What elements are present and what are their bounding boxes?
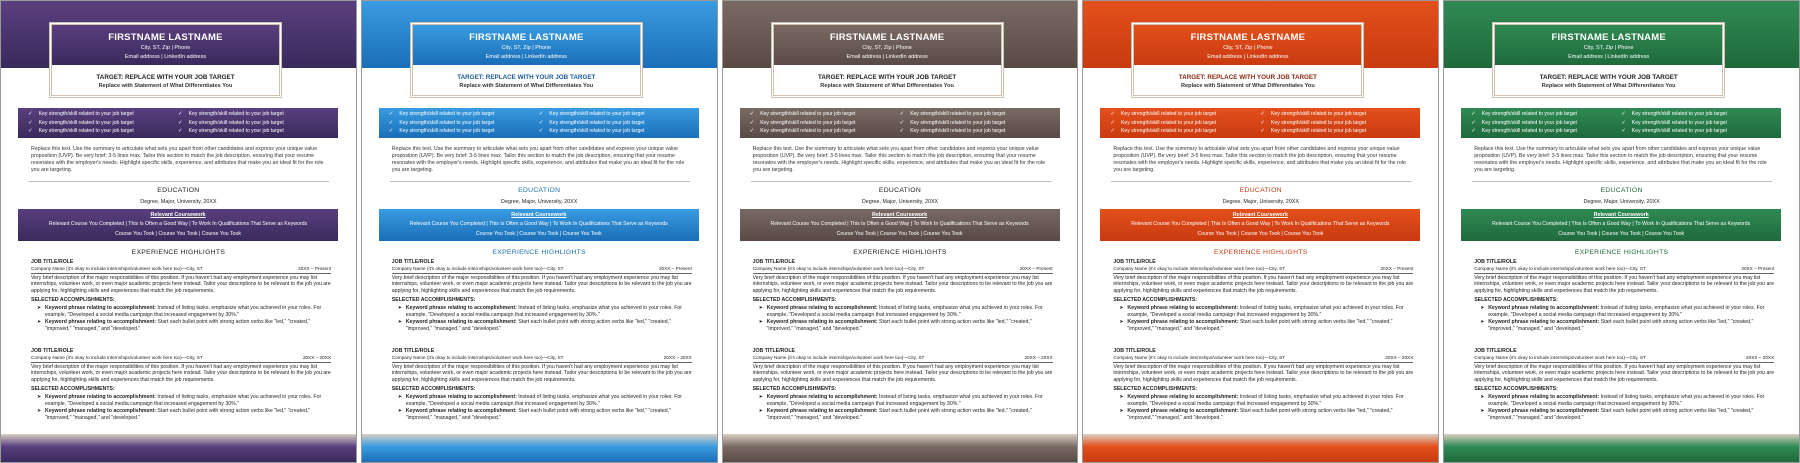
- check-icon: ✓: [1260, 128, 1265, 134]
- summary-paragraph: Replace this text. Use the summary to articulate what sets you apart from other candidates and express your unique value proposition (UVP). Be very brief: 3-5 lines max. Tailor this section to match the job description, ensuring that your resume resonates with the employer's needs. Highlight specific skills, experience, and attributes that make you an ideal fit for the role you are targeting.: [1113, 146, 1406, 174]
- check-icon: ✓: [388, 111, 394, 117]
- arrow-bullet-icon: ➤: [1119, 393, 1124, 400]
- education-heading: EDUCATION: [157, 187, 200, 194]
- job-entry: [392, 259, 692, 333]
- job-description: Very brief description of the major responsibilities of this position. If you haven't had any employment experience you may list internships, volunteer work, or even major academic projects here instead. Tailor your descriptions to be relevant to the job you are applying for, highlighting skills and experiences that match the job requirements.: [31, 363, 331, 384]
- contact-line-2: Email address | LinkedIn address: [846, 54, 928, 60]
- accomplishment-bullet: ➤ Keyword phrase relating to accomplishment: Instead of listing tasks, emphasize what you achieved in your roles. For example, "Developed a social media campaign that increased engagement by 30%.": [758, 304, 1043, 318]
- strength-item: ✓ Key strength/skill related to your job target: [538, 111, 645, 117]
- education-heading: EDUCATION: [1600, 187, 1643, 194]
- arrow-bullet-icon: ➤: [758, 304, 763, 311]
- education-heading: EDUCATION: [518, 187, 561, 194]
- check-icon: ✓: [388, 119, 394, 126]
- bottom-color-band: [1444, 434, 1799, 462]
- job-description: Very brief description of the major responsibilities of this position. If you haven't had any employment experience you may list internships, volunteer work, or even major academic projects here instead. Tailor your descriptions to be relevant to the job you are applying for, highlighting skills and experiences that match the job requirements.: [391, 274, 692, 295]
- job-title: JOB TITLE/ROLE: [1474, 348, 1517, 354]
- strength-item: ✓ Key strength/skill related to your job target: [1110, 111, 1217, 117]
- accomplishment-bullet: ➤ Keyword phrase relating to accomplishment: Instead of listing tasks, emphasize what you achieved in your roles. For example, "Developed a social media campaign that increased engagement by 30%.": [37, 393, 322, 407]
- arrow-bullet-icon: ➤: [758, 408, 763, 415]
- experience-heading: EXPERIENCE HIGHLIGHTS: [853, 249, 947, 256]
- bottom-color-band: [362, 434, 717, 462]
- contact-line-1: City, ST, Zip | Phone: [1223, 45, 1273, 51]
- strength-item: ✓ Key strength/skill related to your job target: [28, 119, 134, 126]
- candidate-name: FIRSTNAME LASTNAME: [1190, 32, 1306, 43]
- experience-heading: EXPERIENCE HIGHLIGHTS: [131, 249, 226, 256]
- check-icon: ✓: [538, 128, 544, 134]
- job-description: Very brief description of the major responsibilities of this position. If you haven't had any employment experience you may list internships, volunteer work, or even major academic projects here instead. Tailor your descriptions to be relevant to the job you are applying for, highlighting skills and experiences that match the job requirements.: [752, 274, 1053, 295]
- candidate-name: FIRSTNAME LASTNAME: [829, 32, 945, 43]
- check-icon: ✓: [1260, 111, 1265, 117]
- contact-line-2: Email address | LinkedIn address: [124, 54, 207, 60]
- experience-heading: EXPERIENCE HIGHLIGHTS: [1214, 249, 1308, 256]
- strength-item: ✓ Key strength/skill related to your job target: [1260, 119, 1367, 126]
- name-header-fill: [1134, 25, 1361, 65]
- name-header-box: [49, 22, 282, 98]
- accomplishments-heading: SELECTED ACCOMPLISHMENTS:: [391, 385, 476, 392]
- coursework-line-2: Course You Took | Course You Took | Course You Took: [1197, 230, 1324, 237]
- check-icon: ✓: [899, 111, 905, 117]
- job-dates: 20XX – Present: [658, 265, 692, 271]
- divider: [390, 181, 690, 182]
- candidate-name: FIRSTNAME LASTNAME: [469, 32, 584, 43]
- arrow-bullet-icon: ➤: [37, 393, 42, 400]
- accomplishments-heading: SELECTED ACCOMPLISHMENTS:: [1474, 296, 1558, 303]
- check-icon: ✓: [1110, 119, 1115, 126]
- divider: [751, 181, 1051, 182]
- job-entry: [392, 348, 692, 422]
- accomplishment-bullet: ➤ Keyword phrase relating to accomplishment: Start each bullet point with strong action verbs like "led," "created," "improved," "managed," and "developed.": [37, 319, 311, 333]
- summary-paragraph: Replace this text. Use the summary to articulate what sets you apart from other candidates and express your unique value proposition (UVP). Be very brief: 3-5 lines max. Tailor this section to match the job description, ensuring that your resume resonates with the employer's needs. Highlight specific skills, experience, and attributes that make you an ideal fit for the role you are targeting.: [31, 146, 324, 174]
- strength-item: ✓ Key strength/skill related to your job target: [28, 111, 134, 117]
- job-title: JOB TITLE/ROLE: [1474, 259, 1517, 265]
- check-icon: ✓: [388, 128, 394, 134]
- coursework-bar: [740, 209, 1060, 241]
- job-title: JOB TITLE/ROLE: [752, 348, 795, 354]
- check-icon: ✓: [178, 119, 183, 126]
- name-header-box: [1131, 22, 1364, 98]
- job-entry: [1113, 259, 1413, 333]
- arrow-bullet-icon: ➤: [1119, 319, 1124, 326]
- check-icon: ✓: [538, 111, 544, 117]
- job-description: Very brief description of the major responsibilities of this position. If you haven't had any employment experience you may list internships, volunteer work, or even major academic projects here instead. Tailor your descriptions to be relevant to the job you are applying for, highlighting skills and experiences that match the job requirements.: [31, 274, 331, 295]
- target-statement: Replace with Statement of What Differentiates You: [1541, 83, 1676, 89]
- candidate-name: FIRSTNAME LASTNAME: [108, 32, 223, 43]
- coursework-line-1: Relevant Course You Completed | This Is Often a Good Way | To Work In Qualifications That Serve as Keywords: [1131, 221, 1390, 227]
- coursework-bar: [379, 209, 699, 241]
- arrow-bullet-icon: ➤: [397, 408, 402, 415]
- strength-item: ✓ Key strength/skill related to your job target: [1621, 128, 1727, 134]
- job-dates: 20XX – 20XX: [1385, 354, 1414, 360]
- job-entry: [1474, 259, 1774, 333]
- job-description: Very brief description of the major responsibilities of this position. If you haven't had any employment experience you may list internships, volunteer work, or even major academic projects here instead. Tailor your descriptions to be relevant to the job you are applying for, highlighting skills and experiences that match the job requirements.: [1113, 363, 1414, 384]
- arrow-bullet-icon: ➤: [1119, 304, 1124, 311]
- coursework-heading: Relevant Coursework: [1232, 212, 1288, 218]
- contact-line-1: City, ST, Zip | Phone: [1583, 45, 1634, 51]
- coursework-line-1: Relevant Course You Completed | This Is Often a Good Way | To Work In Qualifications That Serve as Keywords: [409, 221, 668, 227]
- job-description: Very brief description of the major responsibilities of this position. If you haven't had any employment experience you may list internships, volunteer work, or even major academic projects here instead. Tailor your descriptions to be relevant to the job you are applying for, highlighting skills and experiences that match the job requirements.: [1474, 363, 1774, 384]
- strength-item: ✓ Key strength/skill related to your job target: [899, 111, 1006, 117]
- accomplishments-heading: SELECTED ACCOMPLISHMENTS:: [31, 385, 115, 392]
- contact-line-2: Email address | LinkedIn address: [1207, 54, 1289, 60]
- strength-item: ✓ Key strength/skill related to your job target: [749, 119, 856, 126]
- strength-item: ✓ Key strength/skill related to your job target: [538, 128, 645, 134]
- job-entry: [31, 348, 331, 422]
- arrow-bullet-icon: ➤: [37, 304, 42, 311]
- accomplishment-bullet: ➤ Keyword phrase relating to accomplishment: Start each bullet point with strong action verbs like "led," "created," "improved," "managed," and "developed.": [1119, 319, 1393, 333]
- degree-line: Degree, Major, University, 20XX: [501, 199, 578, 205]
- strength-item: ✓ Key strength/skill related to your job target: [1260, 111, 1367, 117]
- job-target: TARGET: REPLACE WITH YOUR JOB TARGET: [818, 74, 957, 81]
- accomplishments-heading: SELECTED ACCOMPLISHMENTS:: [752, 296, 837, 303]
- company-line: Company Name (it's okay to include internships/volunteer work here too)—City, ST 20XX – Present: [1474, 266, 1774, 274]
- strength-item: ✓ Key strength/skill related to your job target: [1471, 111, 1577, 117]
- degree-line: Degree, Major, University, 20XX: [1222, 199, 1299, 205]
- target-statement: Replace with Statement of What Differentiates You: [459, 83, 594, 89]
- divider: [1472, 181, 1772, 182]
- strength-item: ✓ Key strength/skill related to your job target: [899, 119, 1006, 126]
- check-icon: ✓: [749, 119, 755, 126]
- strength-item: ✓ Key strength/skill related to your job target: [1110, 128, 1217, 134]
- job-description: Very brief description of the major responsibilities of this position. If you haven't had any employment experience you may list internships, volunteer work, or even major academic projects here instead. Tailor your descriptions to be relevant to the job you are applying for, highlighting skills and experiences that match the job requirements.: [752, 363, 1053, 384]
- accomplishment-bullet: ➤ Keyword phrase relating to accomplishment: Instead of listing tasks, emphasize what you achieved in your roles. For example, "Developed a social media campaign that increased engagement by 30%.": [1119, 304, 1404, 318]
- check-icon: ✓: [1110, 128, 1115, 134]
- job-target: TARGET: REPLACE WITH YOUR JOB TARGET: [96, 74, 235, 81]
- key-strengths-bar: [1100, 108, 1420, 138]
- accomplishments-heading: SELECTED ACCOMPLISHMENTS:: [1113, 296, 1198, 303]
- job-dates: 20XX – 20XX: [302, 354, 331, 360]
- coursework-line-2: Course You Took | Course You Took | Course You Took: [475, 230, 602, 237]
- job-title: JOB TITLE/ROLE: [752, 259, 795, 265]
- arrow-bullet-icon: ➤: [1480, 304, 1485, 311]
- coursework-line-1: Relevant Course You Completed | This Is Often a Good Way | To Work In Qualifications That Serve as Keywords: [770, 221, 1029, 227]
- job-entry: [753, 259, 1053, 333]
- name-header-box: [410, 22, 643, 98]
- accomplishments-heading: SELECTED ACCOMPLISHMENTS:: [752, 385, 837, 392]
- strength-item: ✓ Key strength/skill related to your job target: [899, 128, 1006, 134]
- coursework-line-1: Relevant Course You Completed | This Is Often a Good Way | To Work In Qualifications That Serve as Keywords: [48, 221, 308, 227]
- contact-line-2: Email address | LinkedIn address: [1568, 54, 1650, 60]
- accomplishment-bullet: ➤ Keyword phrase relating to accomplishment: Start each bullet point with strong action verbs like "led," "created," "improved," "managed," and "developed.": [397, 319, 671, 333]
- target-statement: Replace with Statement of What Differentiates You: [820, 83, 954, 89]
- summary-paragraph: Replace this text. Use the summary to articulate what sets you apart from other candidates and express your unique value proposition (UVP). Be very brief: 3-5 lines max. Tailor this section to match the job description, ensuring that your resume resonates with the employer's needs. Highlight specific skills, experience, and attributes that make you an ideal fit for the role you are targeting.: [391, 146, 685, 174]
- check-icon: ✓: [749, 111, 755, 117]
- strength-item: ✓ Key strength/skill related to your job target: [388, 111, 495, 117]
- arrow-bullet-icon: ➤: [758, 393, 763, 400]
- contact-line-1: City, ST, Zip | Phone: [862, 45, 912, 51]
- coursework-heading: Relevant Coursework: [1593, 212, 1649, 218]
- education-heading: EDUCATION: [1239, 187, 1282, 194]
- check-icon: ✓: [1110, 111, 1115, 117]
- job-title: JOB TITLE/ROLE: [1113, 259, 1156, 265]
- coursework-heading: Relevant Coursework: [872, 212, 928, 218]
- bottom-color-band: [723, 434, 1078, 462]
- check-icon: ✓: [1471, 119, 1476, 126]
- job-description: Very brief description of the major responsibilities of this position. If you haven't had any employment experience you may list internships, volunteer work, or even major academic projects here instead. Tailor your descriptions to be relevant to the job you are applying for, highlighting skills and experiences that match the job requirements.: [1113, 274, 1414, 295]
- name-header-fill: [413, 25, 640, 65]
- check-icon: ✓: [749, 128, 755, 134]
- accomplishments-heading: SELECTED ACCOMPLISHMENTS:: [1113, 385, 1198, 392]
- job-dates: 20XX – 20XX: [1024, 354, 1053, 360]
- company-line: Company Name (it's okay to include internships/volunteer work here too)—City, ST 20XX – Present: [392, 266, 692, 274]
- contact-line-1: City, ST, Zip | Phone: [140, 45, 191, 51]
- name-header-box: [771, 22, 1004, 98]
- bottom-color-band: [1083, 434, 1438, 462]
- strength-item: ✓ Key strength/skill related to your job target: [1260, 128, 1367, 134]
- accomplishment-bullet: ➤ Keyword phrase relating to accomplishment: Instead of listing tasks, emphasize what you achieved in your roles. For example, "Developed a social media campaign that increased engagement by 30%.": [758, 393, 1043, 407]
- strength-item: ✓ Key strength/skill related to your job target: [749, 128, 856, 134]
- target-statement: Replace with Statement of What Differentiates You: [1181, 83, 1315, 89]
- strength-item: ✓ Key strength/skill related to your job target: [1110, 119, 1217, 126]
- coursework-line-2: Course You Took | Course You Took | Course You Took: [1558, 230, 1685, 237]
- resume-page-purple[interactable]: [0, 0, 357, 463]
- strength-item: ✓ Key strength/skill related to your job target: [1621, 119, 1727, 126]
- job-dates: 20XX – Present: [298, 265, 331, 271]
- candidate-name: FIRSTNAME LASTNAME: [1551, 32, 1666, 43]
- key-strengths-bar: [379, 108, 699, 138]
- job-entry: [31, 259, 331, 333]
- arrow-bullet-icon: ➤: [397, 304, 402, 311]
- accomplishment-bullet: ➤ Keyword phrase relating to accomplishment: Instead of listing tasks, emphasize what you achieved in your roles. For example, "Developed a social media campaign that increased engagement by 30%.": [1480, 304, 1765, 318]
- contact-line-2: Email address | LinkedIn address: [485, 54, 567, 60]
- coursework-heading: Relevant Coursework: [511, 212, 567, 218]
- accomplishment-bullet: ➤ Keyword phrase relating to accomplishment: Start each bullet point with strong action verbs like "led," "created," "improved," "managed," and "developed.": [1480, 408, 1754, 422]
- strength-item: ✓ Key strength/skill related to your job target: [749, 111, 856, 117]
- arrow-bullet-icon: ➤: [1480, 319, 1485, 326]
- accomplishment-bullet: ➤ Keyword phrase relating to accomplishment: Start each bullet point with strong action verbs like "led," "created," "improved," "managed," and "developed.": [758, 408, 1032, 422]
- strength-item: ✓ Key strength/skill related to your job target: [388, 128, 495, 134]
- arrow-bullet-icon: ➤: [1480, 393, 1485, 400]
- check-icon: ✓: [1621, 128, 1626, 134]
- job-title: JOB TITLE/ROLE: [31, 348, 74, 354]
- strength-item: ✓ Key strength/skill related to your job target: [28, 128, 134, 134]
- divider: [29, 181, 329, 182]
- bottom-color-band: [1, 434, 356, 462]
- strength-item: ✓ Key strength/skill related to your job target: [388, 119, 495, 126]
- contact-line-1: City, ST, Zip | Phone: [501, 45, 552, 51]
- experience-heading: EXPERIENCE HIGHLIGHTS: [492, 249, 586, 256]
- arrow-bullet-icon: ➤: [397, 319, 402, 326]
- accomplishment-bullet: ➤ Keyword phrase relating to accomplishment: Start each bullet point with strong action verbs like "led," "created," "improved," "managed," and "developed.": [758, 319, 1032, 333]
- job-title: JOB TITLE/ROLE: [1113, 348, 1156, 354]
- degree-line: Degree, Major, University, 20XX: [140, 199, 217, 205]
- company-line: Company Name (it's okay to include internships/volunteer work here too)—City, ST 20XX – Present: [31, 266, 331, 274]
- strength-item: ✓ Key strength/skill related to your job target: [1471, 128, 1577, 134]
- strength-item: ✓ Key strength/skill related to your job target: [538, 119, 645, 126]
- job-dates: 20XX – Present: [1741, 265, 1775, 271]
- check-icon: ✓: [1621, 119, 1626, 126]
- key-strengths-bar: [740, 108, 1060, 138]
- job-dates: 20XX – Present: [1019, 265, 1053, 271]
- name-header-box: [1492, 22, 1725, 98]
- accomplishment-bullet: ➤ Keyword phrase relating to accomplishment: Instead of listing tasks, emphasize what you achieved in your roles. For example, "Developed a social media campaign that increased engagement by 30%.": [37, 304, 322, 318]
- job-entry: [1113, 348, 1413, 422]
- coursework-line-1: Relevant Course You Completed | This Is Often a Good Way | To Work In Qualifications That Serve as Keywords: [1492, 221, 1751, 227]
- job-dates: 20XX – 20XX: [1746, 354, 1775, 360]
- education-heading: EDUCATION: [878, 187, 922, 194]
- check-icon: ✓: [28, 119, 33, 126]
- arrow-bullet-icon: ➤: [758, 319, 763, 326]
- company-line: Company Name (it's okay to include internships/volunteer work here too)—City, ST 20XX – 20XX: [1474, 355, 1774, 363]
- strength-item: ✓ Key strength/skill related to your job target: [178, 119, 284, 126]
- coursework-line-2: Course You Took | Course You Took | Course You Took: [115, 230, 241, 237]
- resume-page-orange[interactable]: [1082, 0, 1439, 463]
- job-target: TARGET: REPLACE WITH YOUR JOB TARGET: [457, 74, 596, 81]
- coursework-bar: [1100, 209, 1420, 241]
- job-title: JOB TITLE/ROLE: [31, 259, 74, 265]
- arrow-bullet-icon: ➤: [37, 408, 42, 415]
- resume-page-green[interactable]: [1443, 0, 1800, 463]
- company-line: Company Name (it's okay to include internships/volunteer work here too)—City, ST 20XX – Present: [753, 266, 1053, 274]
- key-strengths-bar: [1461, 108, 1781, 138]
- job-target: TARGET: REPLACE WITH YOUR JOB TARGET: [1539, 74, 1678, 81]
- summary-paragraph: Replace this text. Use the summary to articulate what sets you apart from other candidates and express your unique value proposition (UVP). Be very brief: 3-5 lines max. Tailor this section to match the job description, ensuring that your resume resonates with the employer's needs. Highlight specific skills, experience, and attributes that make you an ideal fit for the role you are targeting.: [752, 146, 1046, 174]
- arrow-bullet-icon: ➤: [397, 393, 402, 400]
- divider: [1111, 181, 1411, 182]
- strength-item: ✓ Key strength/skill related to your job target: [178, 128, 284, 134]
- company-line: Company Name (it's okay to include internships/volunteer work here too)—City, ST 20XX – 20XX: [31, 355, 331, 363]
- arrow-bullet-icon: ➤: [1480, 408, 1485, 415]
- job-description: Very brief description of the major responsibilities of this position. If you haven't had any employment experience you may list internships, volunteer work, or even major academic projects here instead. Tailor your descriptions to be relevant to the job you are applying for, highlighting skills and experiences that match the job requirements.: [391, 363, 692, 384]
- check-icon: ✓: [1621, 111, 1626, 117]
- coursework-bar: [18, 209, 338, 241]
- strength-item: ✓ Key strength/skill related to your job target: [1471, 119, 1577, 126]
- job-entry: [1474, 348, 1774, 422]
- name-header-fill: [1495, 25, 1722, 65]
- company-line: Company Name (it's okay to include internships/volunteer work here too)—City, ST 20XX – Present: [1113, 266, 1413, 274]
- check-icon: ✓: [899, 128, 905, 134]
- coursework-bar: [1461, 209, 1781, 241]
- check-icon: ✓: [178, 128, 183, 134]
- coursework-heading: Relevant Coursework: [150, 212, 206, 218]
- accomplishment-bullet: ➤ Keyword phrase relating to accomplishment: Start each bullet point with strong action verbs like "led," "created," "improved," "managed," and "developed.": [1480, 319, 1754, 333]
- check-icon: ✓: [1260, 119, 1265, 126]
- accomplishment-bullet: ➤ Keyword phrase relating to accomplishment: Instead of listing tasks, emphasize what you achieved in your roles. For example, "Developed a social media campaign that increased engagement by 30%.": [1480, 393, 1765, 407]
- arrow-bullet-icon: ➤: [1119, 408, 1124, 415]
- job-entry: [753, 348, 1053, 422]
- resume-page-taupe[interactable]: [722, 0, 1079, 463]
- name-header-fill: [52, 25, 279, 65]
- accomplishment-bullet: ➤ Keyword phrase relating to accomplishment: Instead of listing tasks, emphasize what you achieved in your roles. For example, "Developed a social media campaign that increased engagement by 30%.": [397, 393, 682, 407]
- accomplishments-heading: SELECTED ACCOMPLISHMENTS:: [31, 296, 115, 303]
- job-title: JOB TITLE/ROLE: [391, 348, 435, 354]
- check-icon: ✓: [1471, 111, 1476, 117]
- job-dates: 20XX – 20XX: [663, 354, 692, 360]
- target-statement: Replace with Statement of What Differentiates You: [98, 83, 233, 89]
- check-icon: ✓: [1471, 128, 1476, 134]
- company-line: Company Name (it's okay to include internships/volunteer work here too)—City, ST 20XX – 20XX: [1113, 355, 1413, 363]
- accomplishment-bullet: ➤ Keyword phrase relating to accomplishment: Instead of listing tasks, emphasize what you achieved in your roles. For example, "Developed a social media campaign that increased engagement by 30%.": [397, 304, 682, 318]
- strength-item: ✓ Key strength/skill related to your job target: [178, 111, 284, 117]
- company-line: Company Name (it's okay to include internships/volunteer work here too)—City, ST 20XX – 20XX: [753, 355, 1053, 363]
- check-icon: ✓: [178, 111, 183, 117]
- degree-line: Degree, Major, University, 20XX: [861, 199, 939, 205]
- job-title: JOB TITLE/ROLE: [391, 259, 435, 265]
- accomplishment-bullet: ➤ Keyword phrase relating to accomplishment: Start each bullet point with strong action verbs like "led," "created," "improved," "managed," and "developed.": [37, 408, 311, 422]
- check-icon: ✓: [28, 111, 33, 117]
- company-line: Company Name (it's okay to include internships/volunteer work here too)—City, ST 20XX – 20XX: [392, 355, 692, 363]
- job-target: TARGET: REPLACE WITH YOUR JOB TARGET: [1178, 74, 1317, 81]
- accomplishment-bullet: ➤ Keyword phrase relating to accomplishment: Instead of listing tasks, emphasize what you achieved in your roles. For example, "Developed a social media campaign that increased engagement by 30%.": [1119, 393, 1404, 407]
- accomplishments-heading: SELECTED ACCOMPLISHMENTS:: [391, 296, 476, 303]
- check-icon: ✓: [899, 119, 905, 126]
- check-icon: ✓: [28, 128, 33, 134]
- key-strengths-bar: [18, 108, 338, 138]
- coursework-line-2: Course You Took | Course You Took | Course You Took: [836, 230, 963, 237]
- accomplishment-bullet: ➤ Keyword phrase relating to accomplishment: Start each bullet point with strong action verbs like "led," "created," "improved," "managed," and "developed.": [397, 408, 671, 422]
- accomplishments-heading: SELECTED ACCOMPLISHMENTS:: [1474, 385, 1558, 392]
- resume-page-blue[interactable]: [361, 0, 718, 463]
- check-icon: ✓: [538, 119, 544, 126]
- accomplishment-bullet: ➤ Keyword phrase relating to accomplishment: Start each bullet point with strong action verbs like "led," "created," "improved," "managed," and "developed.": [1119, 408, 1393, 422]
- arrow-bullet-icon: ➤: [37, 319, 42, 326]
- summary-paragraph: Replace this text. Use the summary to articulate what sets you apart from other candidates and express your unique value proposition (UVP). Be very brief: 3-5 lines max. Tailor this section to match the job description, ensuring that your resume resonates with the employer's needs. Highlight specific skills, experience, and attributes that make you an ideal fit for the role you are targeting.: [1474, 146, 1767, 174]
- strength-item: ✓ Key strength/skill related to your job target: [1621, 111, 1727, 117]
- name-header-fill: [774, 25, 1001, 65]
- job-dates: 20XX – Present: [1380, 265, 1414, 271]
- experience-heading: EXPERIENCE HIGHLIGHTS: [1574, 249, 1669, 256]
- degree-line: Degree, Major, University, 20XX: [1583, 199, 1660, 205]
- job-description: Very brief description of the major responsibilities of this position. If you haven't had any employment experience you may list internships, volunteer work, or even major academic projects here instead. Tailor your descriptions to be relevant to the job you are applying for, highlighting skills and experiences that match the job requirements.: [1474, 274, 1774, 295]
